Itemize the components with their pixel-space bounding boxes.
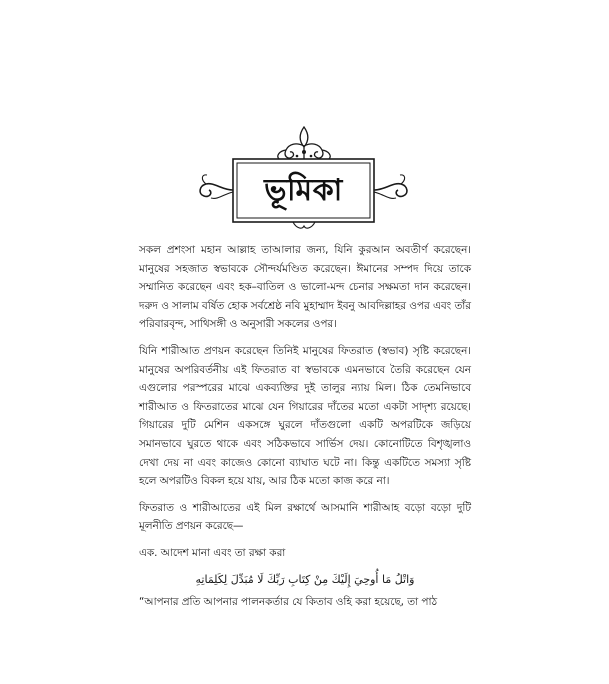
numbered-item: এক. আদেশ মানা এবং তা রক্ষা করা — [139, 546, 286, 559]
arabic-verse: وَاتْلُ مَا أُوحِيَ إِلَيْكَ مِنْ كِتَابِ رَبِّكَ لَا مُبَدِّلَ لِكَلِمَاتِهِ — [195, 572, 415, 586]
paragraph: ফিতরাত ও শারীআতের এই মিল রক্ষার্থে আসমানি শারীআহ বড়ো বড়ো দুটি মূলনীতি প্রণয়ন করেছে— — [139, 501, 471, 533]
body-text — [139, 241, 471, 611]
page-title: ভূমিকা — [264, 172, 343, 208]
paragraph: যিনি শারীআত প্রণয়ন করেছেন তিনিই মানুষের ফিতরাত (স্বভাব) সৃষ্টি করেছেন। মানুষের অপরিবর্তনীয় এই ফিতরাত বা স্বভাবকে এমনভাবে তৈরি করেছেন যেন এগুলোর পরস্পরের মাঝে একব্যক্তির দুই তালুর ন্যায় মিল। ঠিক তেমনিভাবে শারীআত ও ফিতরাতের মাঝে যেন গিয়ারের দাঁতের মতো একটা সাদৃশ্য রয়েছে। গিয়ারের দুটি মেশিন একসঙ্গে ঘুরলে দাঁতগুলো একটি অপরটিকে জড়িয়ে সমানভাবে ঘুরতে থাকে এবং সঠিকভাবে সার্ভিস দেয়। কোনোটিতে বিশৃঙ্খলাও দেখা দেয় না এবং কাজেও কোনো ব্যাঘাত ঘটে না। কিন্তু একটিতে সমস্যা সৃষ্টি হলে অপরটিও বিকল হয়ে যায়, আর ঠিক মতো কাজ করে না। — [139, 344, 471, 488]
quote-line: “আপনার প্রতি আপনার পালনকর্তার যে কিতাব ওহি করা হয়েছে, তা পাঠ — [139, 595, 438, 608]
heading-box — [237, 163, 370, 218]
paragraph: সকল প্রশংসা মহান আল্লাহ তাআলার জন্য, যিনি কুরআন অবতীর্ণ করেছেন। মানুষের সহজাত স্বভাবকে সৌন্দর্যমণ্ডিত করেছেন। ঈমানের সম্পদ দিয়ে তাকে সম্মানিত করেছেন এবং হক–বাতিল ও ভালো-মন্দ চেনার সক্ষমতা দান করেছেন। দরুদ ও সালাম বর্ষিত হোক সর্বশ্রেষ্ঠ নবি মুহাম্মাদ ইবনু আবদিল্লাহর ওপর এবং তাঁর পরিবারবৃন্দ, সাথিসঙ্গী ও অনুসারী সকলের ওপর। — [139, 244, 471, 331]
